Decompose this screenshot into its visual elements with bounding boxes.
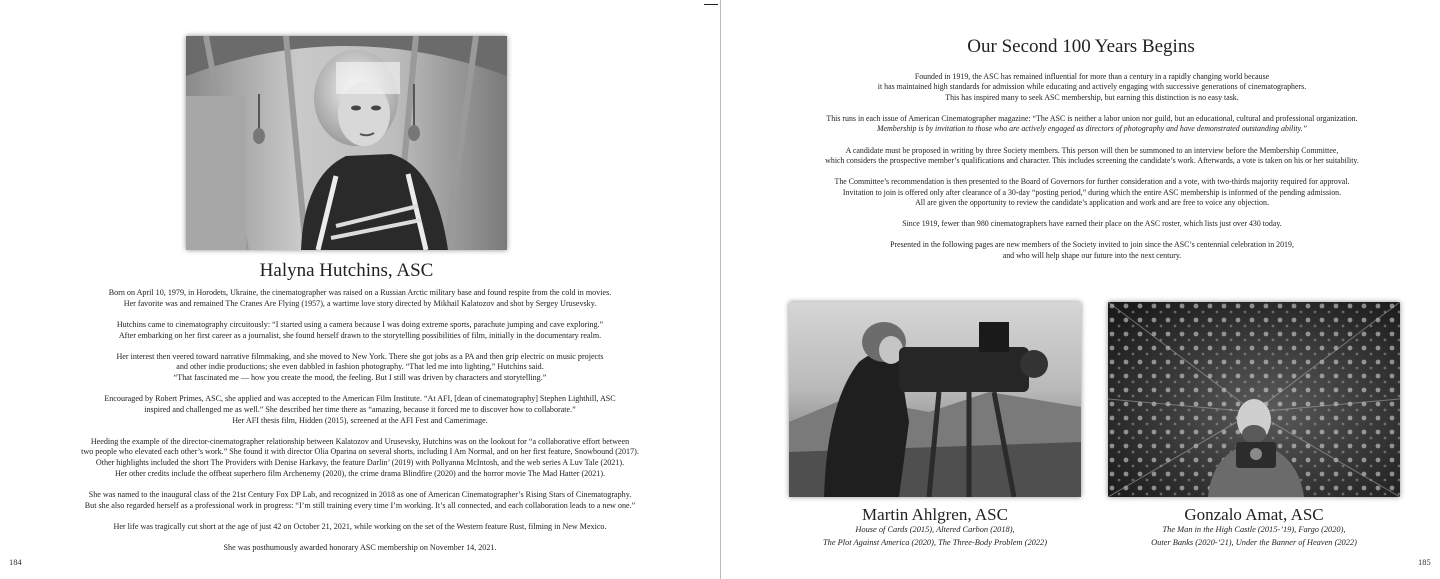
bio-paragraph: Her life was tragically cut short at the age of just 42 on October 21, 2021, while working on the set of the Western feature Rust, filming in New Mexico. (113, 521, 607, 531)
bio-paragraph: Her interest then veered toward narrative filmmaking, and she moved to New York. There she got jobs as a PA and then grip electric on music projects and other indie productions; she even dabbled in fashion photography. “That led me into lighting,” Hutchins said. “That fascinated me — how you create the mood, the feeling. But I still was driven by characters and storytelling.” (116, 351, 604, 382)
intro-paragraph: This runs in each issue of American Cinematographer magazine: “The ASC is neither a labor union nor guild, but an educational, cultural and professional organization. Membership is by invitation to those who are actively engaged as directors of photography and have demonstrated outstanding ability.” (826, 114, 1358, 134)
biography-text (40, 288, 680, 564)
bio-paragraph: Born on April 10, 1979, in Horodets, Ukraine, the cinematographer was raised on a Russian Arctic military base and found respite from the cold in movies. Her favorite was and remained The Cranes Are Flying (1957), a wartime love story directed by Mikhail Kalatozov and shot by Sergey Urusevsky. (108, 288, 612, 308)
member-credits: House of Cards (2015), Altered Carbon (2018), The Plot Against America (2020), The Three-Body Problem (2022) (823, 525, 1047, 547)
intro-paragraph: Since 1919, fewer than 980 cinematographers have earned their place on the ASC roster, which lists just over 430 today. (902, 219, 1282, 229)
portrait-name: Halyna Hutchins, ASC (259, 260, 434, 281)
intro-paragraph: The Committee’s recommendation is then presented to the Board of Governors for further consideration and a vote, with two-thirds majority required for approval. Invitation to join is offered only after clearance of a 30-day “posting period,” during which the entire ASC membership is informed of the pending admission. All are given the opportunity to review the candidate’s application and work and are free to voice any objection. (834, 177, 1350, 208)
intro-paragraph: Presented in the following pages are new members of the Society invited to join since the ASC’s centennial celebration in 2019, and who will help shape our future into the next century. (890, 240, 1294, 260)
bio-paragraph: She was named to the inaugural class of the 21st Century Fox DP Lab, and recognized in 2018 as one of American Cinematographer’s Rising Stars of Cinematography. But she also regarded herself as a professional work in progress: “I’m still training every time I’m working. It’s all connected, and each collaboration leads to a new one.” (84, 489, 636, 510)
member-name: Gonzalo Amat, ASC (1184, 505, 1324, 524)
martin-ahlgren-photo (789, 302, 1081, 497)
member-credits: The Man in the High Castle (2015-’19), Fargo (2020), Outer Banks (2020-’21), Under the Banner of Heaven (2022) (1151, 525, 1357, 547)
page-number-right: 185 (1418, 557, 1431, 567)
gutter-mark (704, 0, 718, 5)
member-name: Martin Ahlgren, ASC (862, 505, 1008, 524)
halyna-hutchins-portrait-photo (186, 36, 507, 250)
gonzalo-amat-photo (1108, 302, 1400, 497)
page-number-left: 184 (9, 557, 22, 567)
page-gutter (720, 0, 721, 579)
intro-paragraph: Founded in 1919, the ASC has remained influential for more than a century in a rapidly changing world because it has maintained high standards for admission while educating and actively engaging with successive generations of cinematographers. This has inspired many to seek ASC membership, but earning this distinction is no easy task. (877, 72, 1307, 102)
bio-paragraph: She was posthumously awarded honorary ASC membership on November 14, 2021. (223, 542, 497, 552)
page-title: Our Second 100 Years Begins (967, 36, 1195, 57)
right-page (722, 0, 1440, 579)
bio-paragraph: Heeding the example of the director-cinematographer relationship between Kalatozov and Urusevsky, Hutchins was on the lookout for “a collaborative effort between two people who elevated each other’s work.” She found it with director Olia Oparina on several shorts, including I Am Normal, and on her first feature, Snowbound (2017). Other highlights included the short The Providers with Denise Harkavy, the feature Darlin’ (2019) with Pollyanna McIntosh, and the web series A Luv Tale (2021). Her other credits include the offbeat superhero film Archenemy (2020), the crime drama Blindfire (2020) and the horror movie The Mad Hatter (2021). (81, 436, 639, 478)
intro-paragraph: A candidate must be proposed in writing by three Society members. This person will then be summoned to an interview before the Membership Committee, which considers the prospective member’s qualifications and character. This includes screening the candidate’s work. Afterwards, a vote is taken on his or her suitability. (825, 145, 1359, 166)
bio-paragraph: Encouraged by Robert Primes, ASC, she applied and was accepted to the American Film Institute. “At AFI, [dean of cinematography] Stephen Lighthill, ASC inspired and challenged me as well.” She described her time there as “amazing, because it forced me to discover how to collaborate.” Her AFI thesis film, Hidden (2015), screened at the AFI Fest and Camerimage. (104, 394, 616, 425)
bio-paragraph: Hutchins came to cinematography circuitously: “I started using a camera because I was doing extreme sports, parachute jumping and cave exploring.” After embarking on her first career as a journalist, she found herself drawn to the storytelling possibilities of film, initially in the documentary realm. (116, 319, 604, 340)
intro-text (782, 72, 1402, 272)
